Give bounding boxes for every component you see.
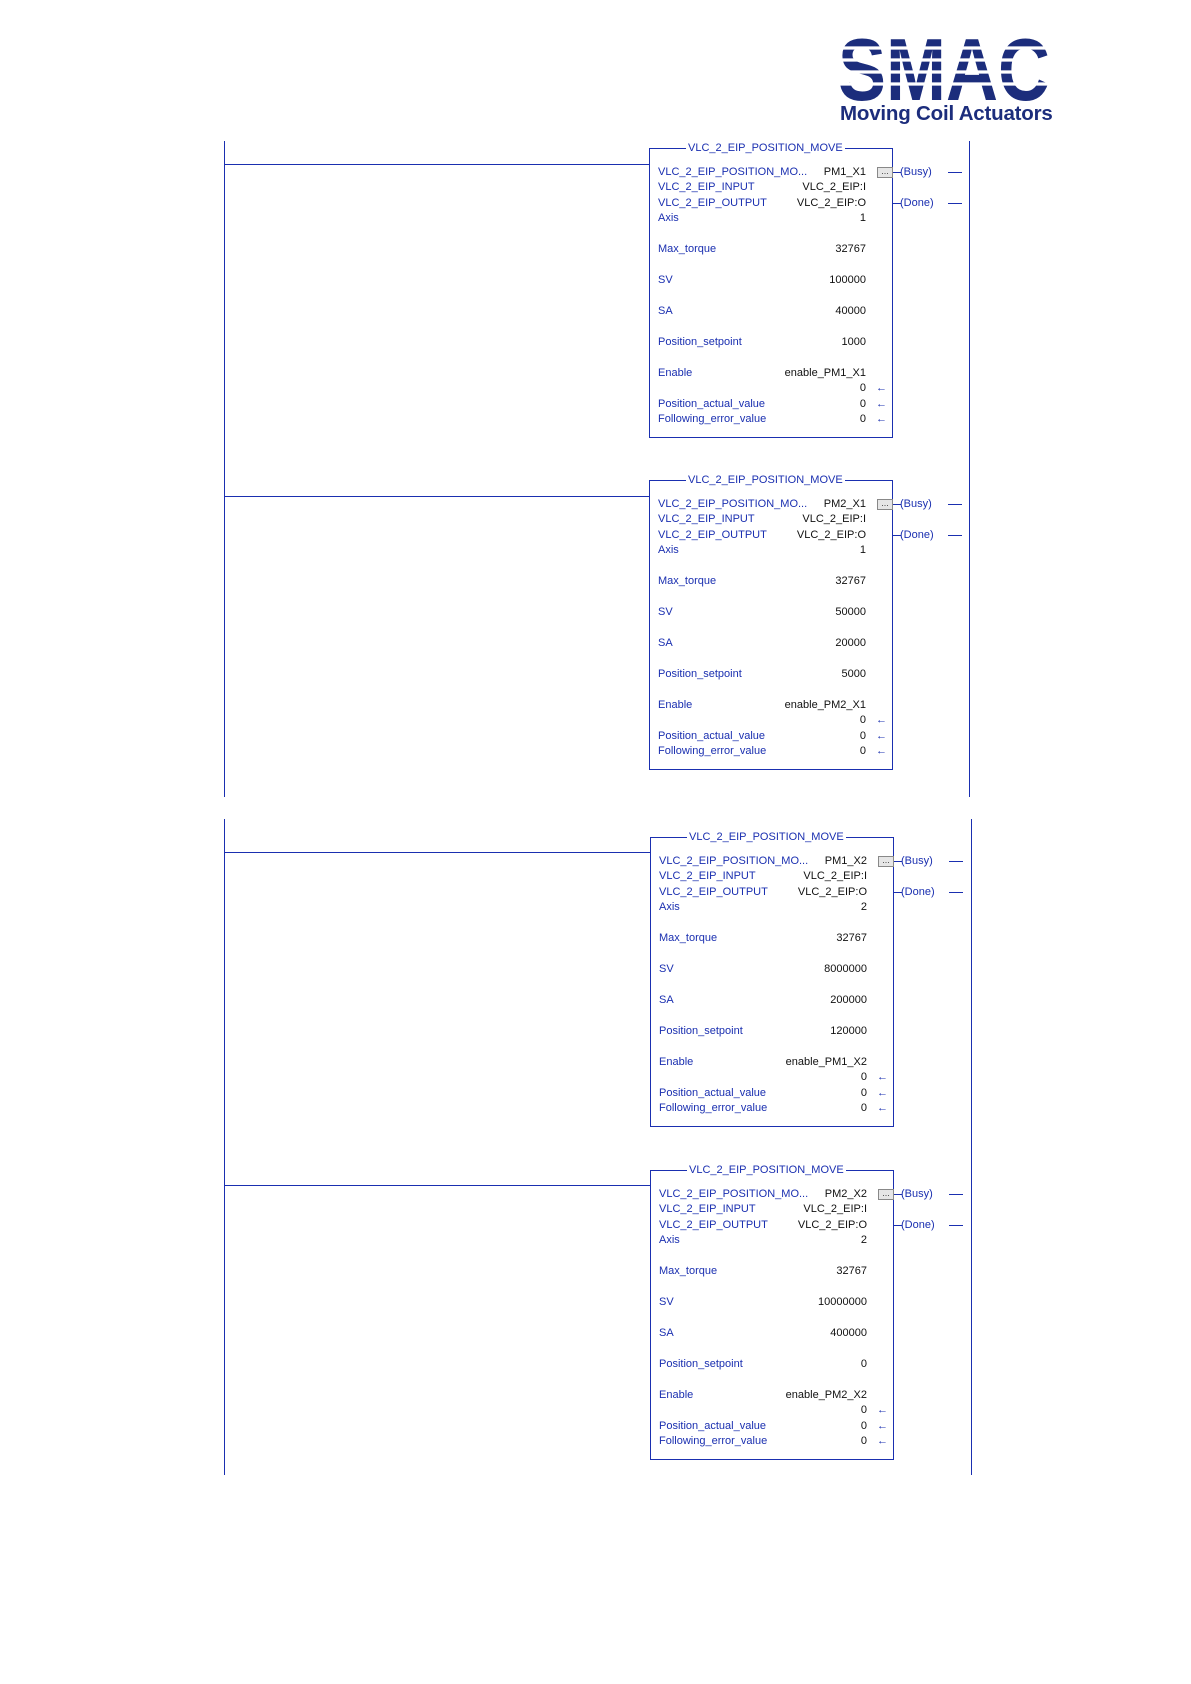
- ladder-section-2: [0, 819, 1191, 1475]
- param-row-extra-out: [658, 381, 887, 396]
- param-row-following-error-value: [658, 744, 887, 759]
- output-arrow-icon: ←: [876, 398, 887, 410]
- busy-output-coil: [893, 496, 963, 512]
- param-row-extra-out: [659, 1403, 888, 1418]
- param-label: VLC_2_EIP_POSITION_MO...: [658, 166, 808, 178]
- param-value: 100000: [829, 274, 866, 286]
- param-row-extra-out: [659, 1070, 888, 1085]
- param-label: Position_actual_value: [659, 1420, 767, 1432]
- param-value: VLC_2_EIP:O: [796, 197, 866, 209]
- done-label: (Done): [901, 886, 935, 898]
- output-arrow-icon: ←: [876, 730, 887, 742]
- right-power-rail: [969, 141, 970, 797]
- param-row-input: [659, 1202, 867, 1217]
- rung-wire: [224, 1185, 650, 1186]
- param-row-instance: [659, 1187, 890, 1202]
- done-output-coil: [894, 1217, 964, 1233]
- output-arrow-icon: ←: [876, 745, 887, 757]
- param-row-position-setpoint: [659, 1024, 867, 1039]
- param-value: enable_PM2_X2: [785, 1389, 867, 1401]
- param-label: Enable: [659, 1056, 694, 1068]
- output-arrow-icon: ←: [877, 1102, 888, 1114]
- param-row-instance: [658, 165, 889, 180]
- busy-label: (Busy): [900, 166, 932, 178]
- busy-label: (Busy): [900, 498, 932, 510]
- param-row-sv: [659, 962, 867, 977]
- param-label: SA: [659, 994, 674, 1006]
- param-row-position-actual-value: [659, 1086, 888, 1101]
- param-row-position-actual-value: [659, 1419, 888, 1434]
- param-label: Enable: [658, 367, 693, 379]
- done-output-coil: [894, 884, 964, 900]
- function-block-pm2-x2: [650, 1164, 894, 1460]
- param-label: Axis: [659, 1234, 680, 1246]
- param-row-sa: [658, 304, 866, 319]
- param-label: Axis: [658, 212, 679, 224]
- output-arrow-icon: ←: [877, 1087, 888, 1099]
- param-value: 40000: [835, 305, 866, 317]
- tag-browse-button[interactable]: ...: [877, 499, 893, 510]
- param-row-axis: [658, 211, 866, 226]
- function-block-pm1-x1: [649, 142, 893, 438]
- param-row-instance: [658, 497, 889, 512]
- param-label: VLC_2_EIP_INPUT: [658, 513, 755, 525]
- busy-output-coil: [894, 1186, 964, 1202]
- param-label: VLC_2_EIP_INPUT: [659, 1203, 756, 1215]
- output-arrow-icon: ←: [876, 382, 887, 394]
- param-value: VLC_2_EIP:O: [796, 529, 866, 541]
- param-value: 8000000: [824, 963, 867, 975]
- param-value: VLC_2_EIP:I: [802, 513, 866, 525]
- param-row-output: [659, 885, 867, 900]
- param-label: Max_torque: [659, 932, 718, 944]
- function-block-pm1-x2: [650, 831, 894, 1127]
- param-row-instance: [659, 854, 890, 869]
- busy-output-coil: [893, 164, 963, 180]
- param-label: VLC_2_EIP_OUTPUT: [658, 197, 767, 209]
- param-row-output: [659, 1218, 867, 1233]
- param-value: 10000000: [818, 1296, 867, 1308]
- output-arrow-icon: ←: [877, 1435, 888, 1447]
- param-value: 0: [860, 1087, 867, 1099]
- param-value: 0: [859, 413, 866, 425]
- param-label: Following_error_value: [658, 413, 767, 425]
- block-type-title: VLC_2_EIP_POSITION_MOVE: [689, 1164, 844, 1176]
- block-type-title: VLC_2_EIP_POSITION_MOVE: [688, 474, 843, 486]
- param-value: VLC_2_EIP:I: [802, 181, 866, 193]
- param-value: 32767: [835, 575, 866, 587]
- param-value: 32767: [836, 932, 867, 944]
- param-value: 20000: [835, 637, 866, 649]
- param-row-sa: [659, 993, 867, 1008]
- param-value: VLC_2_EIP:I: [803, 870, 867, 882]
- tag-browse-button[interactable]: ...: [878, 856, 894, 867]
- logo-wordmark-text: SMAC: [838, 32, 1050, 108]
- done-output-coil: [893, 195, 963, 211]
- tag-browse-button[interactable]: ...: [878, 1189, 894, 1200]
- param-label: VLC_2_EIP_OUTPUT: [658, 529, 767, 541]
- param-label: Following_error_value: [659, 1102, 768, 1114]
- block-type-title: VLC_2_EIP_POSITION_MOVE: [688, 142, 843, 154]
- left-power-rail: [224, 141, 225, 797]
- param-label: VLC_2_EIP_OUTPUT: [659, 1219, 768, 1231]
- param-row-input: [658, 512, 866, 527]
- done-label: (Done): [901, 1219, 935, 1231]
- output-wire: [949, 861, 963, 862]
- param-value: 0: [860, 1435, 867, 1447]
- output-wire: [948, 504, 962, 505]
- param-label: Enable: [659, 1389, 694, 1401]
- param-label: VLC_2_EIP_INPUT: [659, 870, 756, 882]
- right-power-rail: [971, 819, 972, 1475]
- param-value: 0: [860, 1071, 867, 1083]
- param-row-position-actual-value: [658, 729, 887, 744]
- busy-output-coil: [894, 853, 964, 869]
- param-label: SA: [658, 637, 673, 649]
- param-label: Axis: [659, 901, 680, 913]
- rung-wire: [224, 496, 649, 497]
- param-label: Position_setpoint: [658, 336, 742, 348]
- param-value: 2: [860, 1234, 867, 1246]
- param-value: 200000: [830, 994, 867, 1006]
- param-label: Following_error_value: [658, 745, 767, 757]
- param-row-extra-out: [658, 713, 887, 728]
- param-value: PM1_X2: [824, 855, 867, 867]
- param-value: 1: [859, 212, 866, 224]
- block-type-title: VLC_2_EIP_POSITION_MOVE: [689, 831, 844, 843]
- smac-wordmark: [838, 32, 1053, 108]
- param-label: SV: [658, 274, 673, 286]
- param-value: enable_PM1_X1: [784, 367, 866, 379]
- output-wire: [948, 172, 962, 173]
- param-label: VLC_2_EIP_POSITION_MO...: [659, 855, 809, 867]
- param-value: 0: [860, 1420, 867, 1432]
- function-block-pm2-x1: [649, 474, 893, 770]
- param-label: SV: [659, 963, 674, 975]
- param-value: 400000: [830, 1327, 867, 1339]
- param-label: VLC_2_EIP_INPUT: [658, 181, 755, 193]
- param-value: 0: [859, 714, 866, 726]
- done-label: (Done): [900, 529, 934, 541]
- busy-label: (Busy): [901, 855, 933, 867]
- param-label: Enable: [658, 699, 693, 711]
- param-row-max-torque: [658, 574, 866, 589]
- param-label: VLC_2_EIP_OUTPUT: [659, 886, 768, 898]
- param-value: 0: [860, 1358, 867, 1370]
- rung-wire: [224, 164, 649, 165]
- busy-label: (Busy): [901, 1188, 933, 1200]
- param-row-enable: [658, 366, 866, 381]
- param-row-sa: [658, 636, 866, 651]
- rung-wire: [224, 852, 650, 853]
- param-row-enable: [659, 1055, 867, 1070]
- param-value: 1000: [841, 336, 866, 348]
- param-value: PM1_X1: [823, 166, 866, 178]
- param-row-output: [658, 528, 866, 543]
- param-label: Axis: [658, 544, 679, 556]
- param-value: 0: [859, 730, 866, 742]
- param-row-sv: [658, 605, 866, 620]
- param-row-axis: [659, 1233, 867, 1248]
- param-label: Position_setpoint: [659, 1358, 743, 1370]
- param-label: SV: [658, 606, 673, 618]
- param-row-sa: [659, 1326, 867, 1341]
- param-label: Following_error_value: [659, 1435, 768, 1447]
- param-label: Max_torque: [658, 575, 717, 587]
- tag-browse-button[interactable]: ...: [877, 167, 893, 178]
- param-value: 0: [859, 398, 866, 410]
- output-wire: [949, 1194, 963, 1195]
- output-arrow-icon: ←: [877, 1420, 888, 1432]
- param-row-input: [658, 180, 866, 195]
- param-label: Position_actual_value: [658, 398, 766, 410]
- output-wire: [949, 892, 963, 893]
- param-label: Position_actual_value: [659, 1087, 767, 1099]
- param-row-max-torque: [658, 242, 866, 257]
- param-value: 120000: [830, 1025, 867, 1037]
- left-power-rail: [224, 819, 225, 1475]
- output-wire: [948, 535, 962, 536]
- param-value: 5000: [841, 668, 866, 680]
- param-row-enable: [659, 1388, 867, 1403]
- param-row-following-error-value: [659, 1101, 888, 1116]
- param-row-position-setpoint: [658, 667, 866, 682]
- param-value: VLC_2_EIP:O: [797, 1219, 867, 1231]
- logo-tagline: Moving Coil Actuators: [840, 102, 1053, 125]
- param-label: Max_torque: [658, 243, 717, 255]
- output-arrow-icon: ←: [876, 413, 887, 425]
- param-row-sv: [658, 273, 866, 288]
- param-value: 1: [859, 544, 866, 556]
- output-wire: [949, 1225, 963, 1226]
- param-label: VLC_2_EIP_POSITION_MO...: [658, 498, 808, 510]
- param-label: Position_setpoint: [658, 668, 742, 680]
- param-row-following-error-value: [658, 412, 887, 427]
- param-row-input: [659, 869, 867, 884]
- param-row-max-torque: [659, 931, 867, 946]
- param-value: PM2_X2: [824, 1188, 867, 1200]
- param-value: 2: [860, 901, 867, 913]
- output-arrow-icon: ←: [877, 1404, 888, 1416]
- param-row-following-error-value: [659, 1434, 888, 1449]
- output-arrow-icon: ←: [877, 1071, 888, 1083]
- param-row-position-setpoint: [658, 335, 866, 350]
- param-label: Max_torque: [659, 1265, 718, 1277]
- param-value: 0: [860, 1404, 867, 1416]
- param-row-axis: [658, 543, 866, 558]
- param-value: 0: [859, 382, 866, 394]
- param-label: SA: [659, 1327, 674, 1339]
- param-row-enable: [658, 698, 866, 713]
- param-value: enable_PM2_X1: [784, 699, 866, 711]
- param-row-max-torque: [659, 1264, 867, 1279]
- param-label: SV: [659, 1296, 674, 1308]
- smac-logo: [838, 32, 1053, 127]
- param-value: enable_PM1_X2: [785, 1056, 867, 1068]
- done-label: (Done): [900, 197, 934, 209]
- param-label: SA: [658, 305, 673, 317]
- param-value: 32767: [835, 243, 866, 255]
- param-label: Position_setpoint: [659, 1025, 743, 1037]
- output-arrow-icon: ←: [876, 714, 887, 726]
- ladder-section-1: [0, 141, 1191, 797]
- param-value: 32767: [836, 1265, 867, 1277]
- param-row-position-actual-value: [658, 397, 887, 412]
- param-value: VLC_2_EIP:I: [803, 1203, 867, 1215]
- param-label: Position_actual_value: [658, 730, 766, 742]
- param-value: 50000: [835, 606, 866, 618]
- param-row-sv: [659, 1295, 867, 1310]
- param-label: VLC_2_EIP_POSITION_MO...: [659, 1188, 809, 1200]
- param-value: PM2_X1: [823, 498, 866, 510]
- output-wire: [948, 203, 962, 204]
- param-value: 0: [860, 1102, 867, 1114]
- param-row-output: [658, 196, 866, 211]
- param-value: VLC_2_EIP:O: [797, 886, 867, 898]
- param-value: 0: [859, 745, 866, 757]
- param-row-position-setpoint: [659, 1357, 867, 1372]
- param-row-axis: [659, 900, 867, 915]
- done-output-coil: [893, 527, 963, 543]
